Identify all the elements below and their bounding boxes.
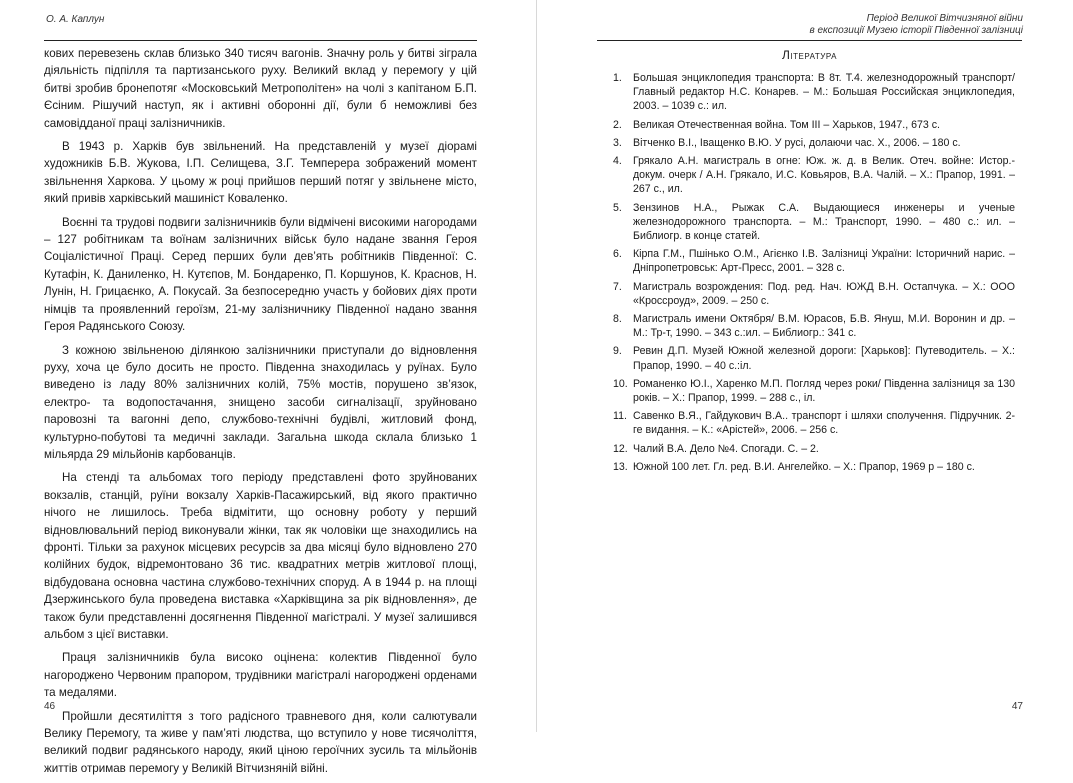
reference-number: 9.	[613, 345, 622, 358]
body-text	[44, 45, 477, 783]
page-number: 47	[1011, 701, 1023, 712]
paragraph: Праця залізничників була високо оцінена: колектив Південної було нагороджено Червоним прапором, трудівники магістралі нагороджені орденами та медалями.	[44, 651, 477, 700]
paragraph: кових перевезень склав близько 340 тисяч вагонів. Значну роль у битві зіграла діяльність підпілля та партизанського руху. Великий вклад у перемогу у цій битві зробив бронепотяг «Московський Метрополітен» на чолі з капітаном Б.П. Єсіним. Рішучий наступ, як і активні оборонні дії, були б неможливі без самовідданої праці залізничників.	[44, 47, 477, 130]
reference-item	[615, 201, 1015, 244]
reference-number: 8.	[613, 313, 622, 326]
reference-number: 5.	[613, 201, 622, 214]
reference-text: Романенко Ю.І., Харенко М.П. Погляд через роки/ Південна залізниця за 130 років. – Х.: Прапор, 1999. – 288 с., іл.	[633, 377, 1015, 405]
reference-text: Магистраль имени Октября/ В.М. Юрасов, Б.В. Януш, М.И. Воронин и др. – М.: Тр-т, 1990. – 343 с.:ил. – Библиогр.: 341 с.	[633, 313, 1015, 340]
reference-text: Чалий В.А. Дело №4. Спогади. С. – 2.	[633, 442, 819, 455]
reference-number: 4.	[613, 155, 622, 168]
left-page	[0, 0, 536, 775]
reference-number: 1.	[613, 72, 622, 84]
running-head-line: в експозиції Музею історії Південної залізниці	[809, 25, 1023, 36]
reference-number: 2.	[613, 118, 622, 131]
reference-item	[615, 409, 1015, 437]
reference-text: Ревин Д.П. Музей Южной железной дороги: [Харьков]: Путеводитель. – Х.: Прапор, 1990. – 40 с.:іл.	[633, 345, 1015, 372]
paragraph: Пройшли десятиліття з того радісного травневого дня, коли салютували Велику Перемогу, та живе у пам’яті людства, що вступило у нове тисячоліття, великий подвиг радянського народу, який ціною героїчних зусиль та мільйонів життів отримав перемогу у Великій Вітчизняній війні.	[44, 709, 477, 775]
reference-text: Большая энциклопедия транспорта: В 8т. Т.4. железнодорожный транспорт/ Главный редактор Н.С. Конарев. – М.: Большая Российская энциклопедия, 2003. – 1039 с.: ил.	[633, 72, 1015, 113]
reference-item	[615, 280, 1015, 308]
reference-number: 13.	[613, 460, 628, 473]
reference-number: 3.	[613, 136, 622, 149]
right-page	[537, 0, 1073, 732]
reference-number: 11.	[613, 410, 627, 423]
reference-item	[615, 312, 1015, 340]
running-head-line: Період Великої Вітчизняної війни	[866, 13, 1023, 24]
running-head-author: О. А. Каплун	[46, 14, 105, 25]
reference-item	[615, 71, 1015, 114]
reference-text: Вітченко В.І., Іващенко В.Ю. У русі, долаючи час. Х., 2006. – 180 с.	[633, 136, 961, 149]
reference-item	[615, 118, 1015, 132]
reference-list	[615, 71, 1015, 478]
section-title: Література	[782, 48, 837, 62]
reference-text: Зензинов Н.А., Рыжак С.А. Выдающиеся инженеры и ученые железнодорожного транспорта. – М.: Транспорт, 1990. – 480 с.: ил. – Библиогр. в конце статей.	[633, 201, 1015, 243]
reference-text: Грякало А.Н. магистраль в огне: Юж. ж. д. в Велик. Отеч. войне: Истор.-докум. очерк / А.Н. Грякало, И.С. Ковьяров, В.А. Чалій. – Х.: Прапор, 1991. – 267 с., ил.	[633, 155, 1015, 196]
reference-item	[615, 247, 1015, 275]
header-rule	[44, 40, 477, 41]
header-rule	[597, 40, 1022, 41]
reference-item	[615, 442, 1015, 456]
paragraph: В 1943 р. Харків був звільнений. На представленій у музеї діорамі художників Б.В. Жукова, І.П. Селищева, З.Г. Темперера зображений момент звільнення Харкова. У цьому ж році прийшов перший потяг у звільнене місто, який привів харківський машиніст Коваленко.	[44, 140, 477, 206]
reference-item	[615, 344, 1015, 372]
reference-item	[615, 136, 1015, 150]
page-number: 46	[44, 701, 56, 712]
reference-item	[615, 460, 1015, 474]
reference-number: 10.	[613, 377, 628, 390]
reference-item	[615, 154, 1015, 197]
reference-number: 6.	[613, 248, 622, 261]
reference-text: Кірпа Г.М., Пшінько О.М., Агієнко І.В. Залізниці України: Історичний нарис. – Дніпропетровськ: Арт-Пресс, 2001. – 328 с.	[633, 248, 1015, 275]
reference-text: Южной 100 лет. Гл. ред. В.И. Ангелейко. – Х.: Прапор, 1969 р – 180 с.	[633, 460, 975, 473]
running-head-title	[603, 13, 1023, 37]
reference-text: Савенко В.Я., Гайдукович В.А.. транспорт і шляхи сполучення. Підручник. 2-ге видання. – К.: «Арістей», 2006. – 256 с.	[633, 410, 1015, 437]
reference-text: Великая Отечественная война. Том ІІІ – Харьков, 1947., 673 с.	[633, 118, 940, 131]
reference-number: 7.	[613, 280, 622, 293]
reference-number: 12.	[613, 442, 628, 455]
reference-item	[615, 377, 1015, 405]
paragraph: З кожною звільненою ділянкою залізничники приступали до відновлення руху, хоча це було досить не просто. Південна знаходилась у руїнах. Було виведено із ладу 80% залізничних колій, 75% мостів, порушено зв’язок, електро- та водопостачання, знищено засоби сигналізації, зруйновано паровозні та вагонні депо, службово-технічні будівлі, житловий фонд, культурно-побутові та медичні заклади. Загальна шкода склала близько 1 мільярда 29 мільйонів карбованців.	[44, 343, 477, 461]
paragraph: На стенді та альбомах того періоду представлені фото зруйнованих вокзалів, станцій, руїни вокзалу Харків-Пасажирський, від якого практично нічого не лишилось. Треба відмітити, що основну роботу у перший відновлювальний період виконували жінки, так як чоловіки ще знаходились на фронті. Тільки за рахунок місцевих ресурсів за два місяці було відновлено 270 колійних будок, відремонтовано 36 тис. квадратних метрів житлової площі, відбудована основна частина службово-технічних споруд. А в 1944 р. на площі Дзержинського була проведена виставка «Харківщина за рік відновлення», де також були представленні досягнення Південної магістралі. У музеї залишився альбом з цієї виставки.	[44, 471, 477, 641]
paragraph: Воєнні та трудові подвиги залізничників були відмічені високими нагородами – 127 робітникам та воїнам залізничних військ було надане звання Героя Соціалістичної Праці. Серед перших були дев’ять робітників Південної: С. Кутафін, К. Даниленко, Н. Кутєпов, М. Бондаренко, П. Коршунов, К. Краснов, Н. Лунін, Н. Грицаєнко, А. Покусай. За безпосередню участь у бойових діях проти німців та проявленний героїзм, 21-му залізничнику Південної надано звання Героя Радянського Союзу.	[44, 215, 477, 334]
reference-text: Магистраль возрождения: Под. ред. Нач. ЮЖД В.Н. Остапчука. – Х.: ООО «Кроссроуд», 2009. – 250 с.	[633, 280, 1015, 307]
